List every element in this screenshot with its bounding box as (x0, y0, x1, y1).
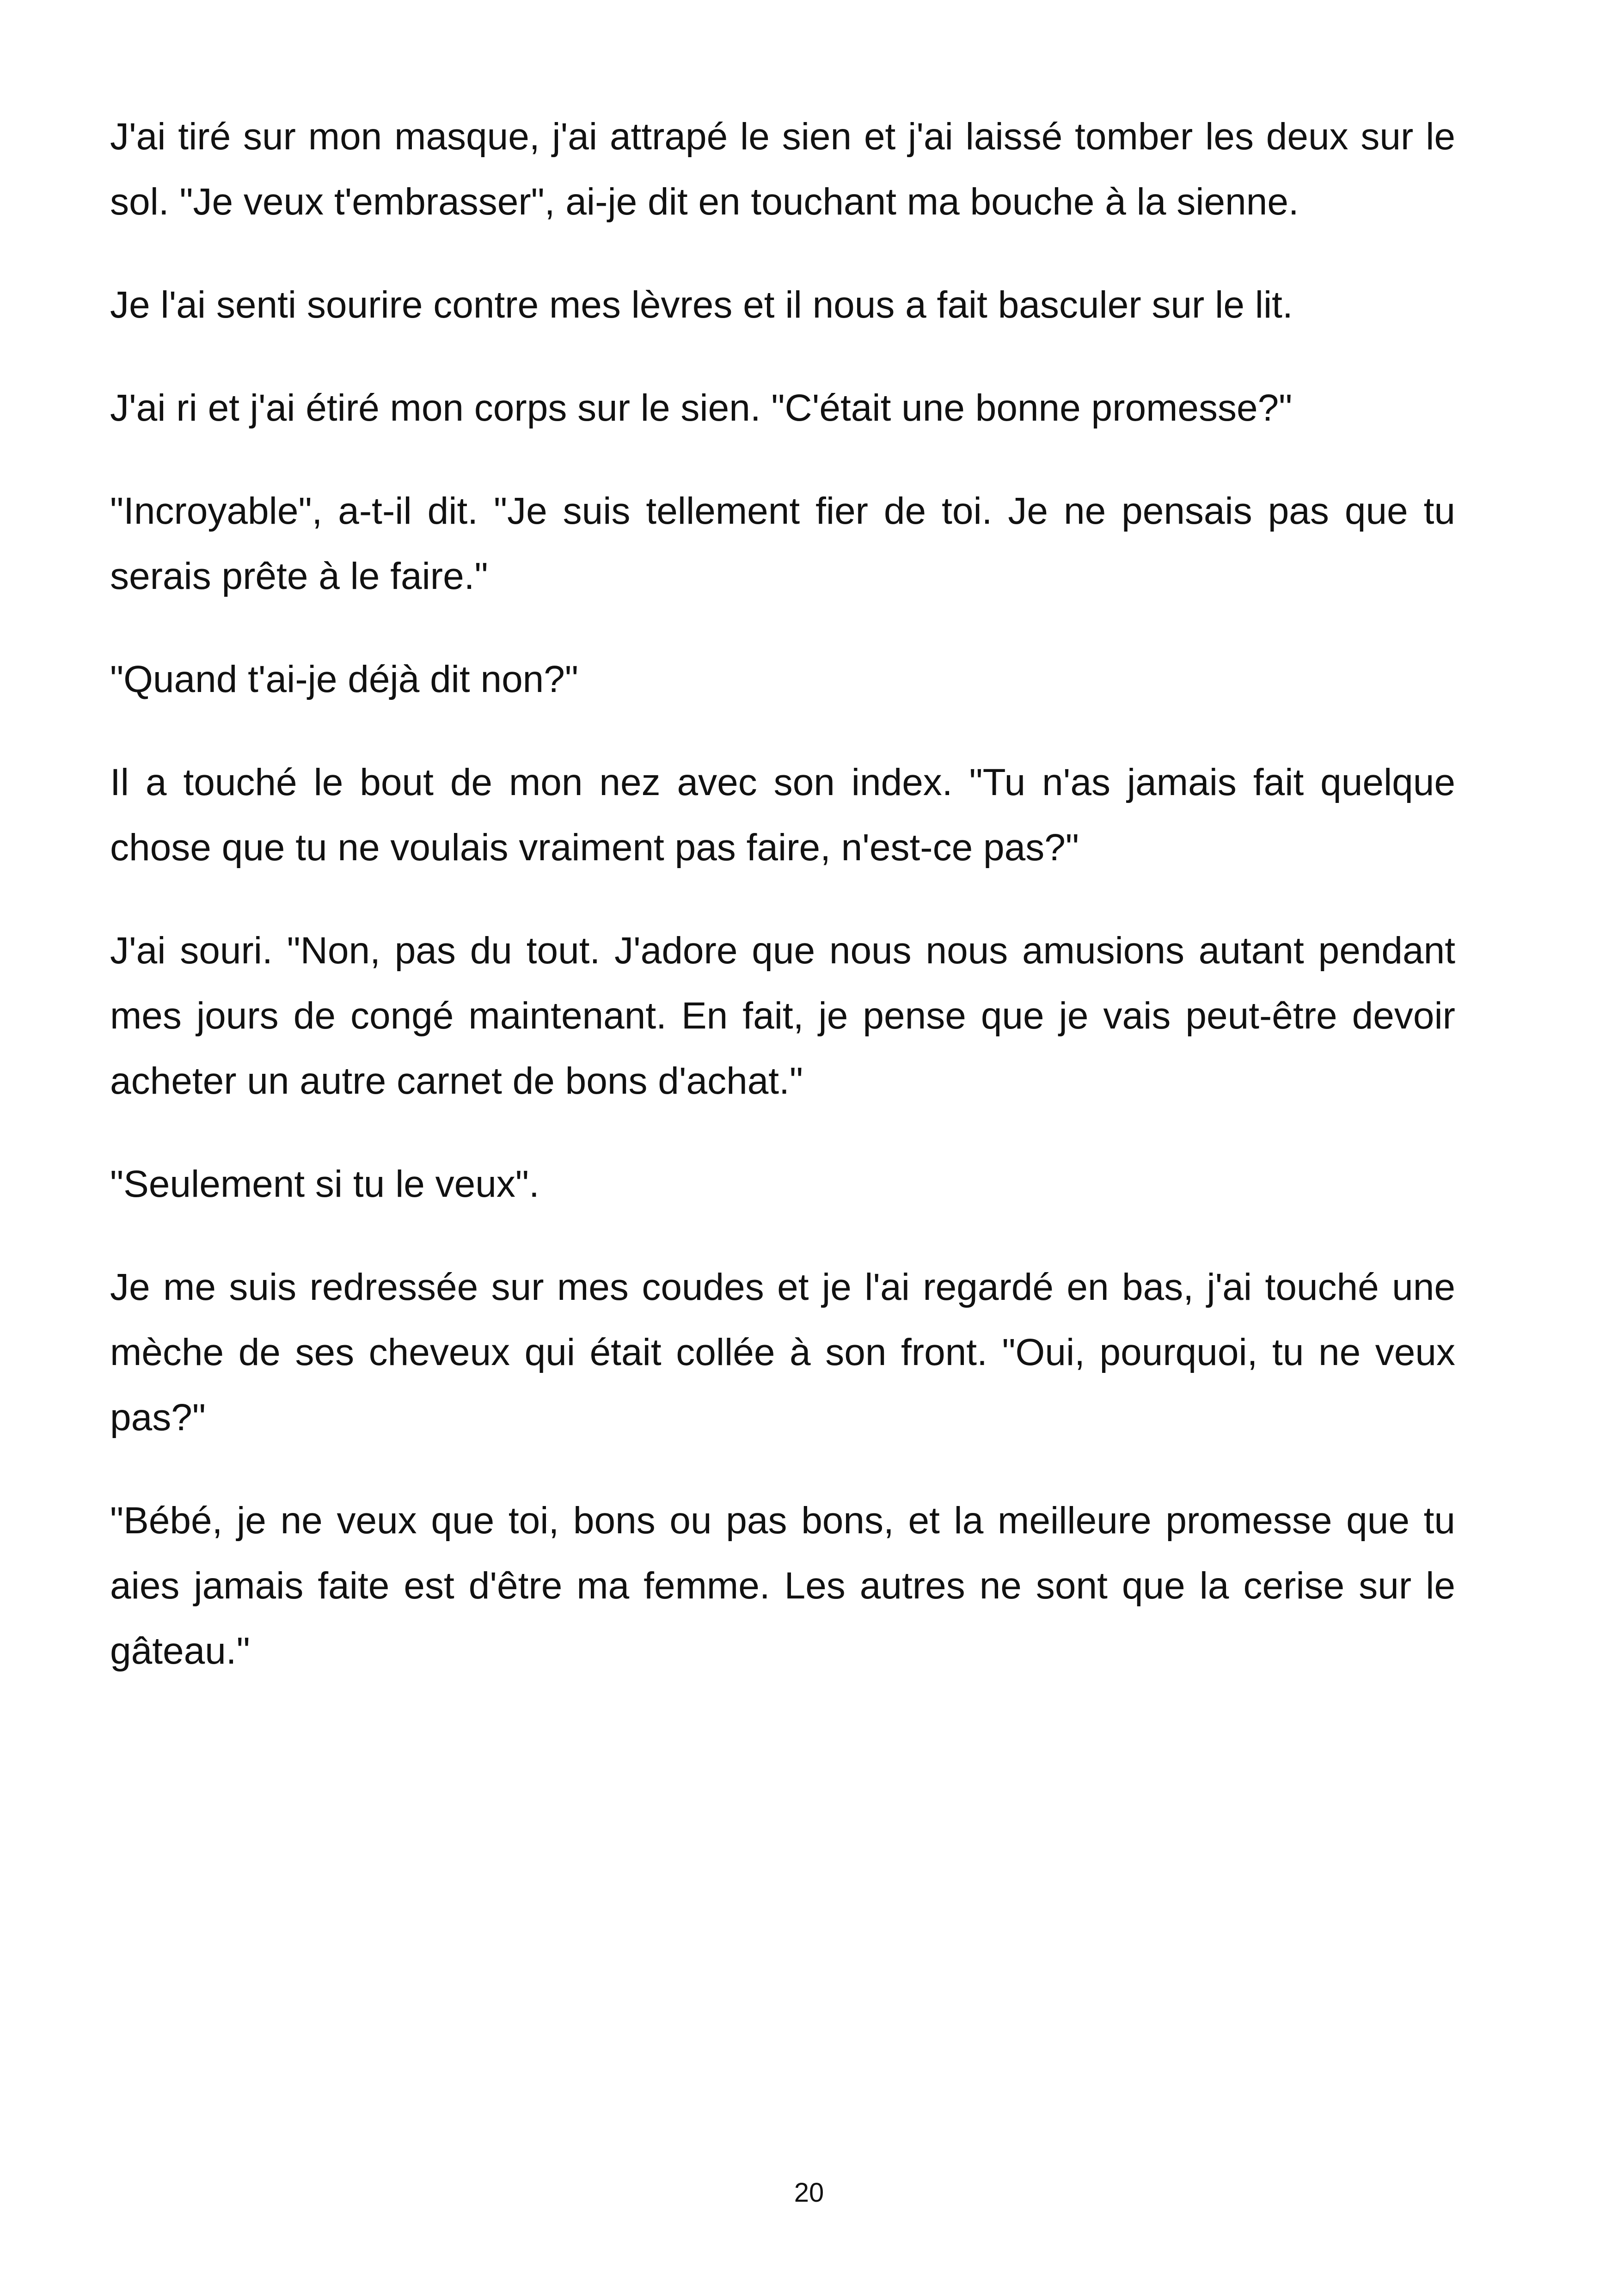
paragraph-1: J'ai tiré sur mon masque, j'ai attrapé le sien et j'ai laissé tomber les deux sur le sol. "Je veux t'embrasser", ai-je dit en touchant ma bouche à la sienne. (110, 116, 1455, 223)
paragraph-3: J'ai ri et j'ai étiré mon corps sur le sien. "C'était une bonne promesse?" (110, 387, 1293, 429)
body-text (110, 104, 1455, 1721)
paragraph-9: Je me suis redressée sur mes coudes et je l'ai regardé en bas, j'ai touché une mèche de ses cheveux qui était collée à son front. "Oui, pourquoi, tu ne veux pas?" (110, 1266, 1455, 1439)
paragraph-10: "Bébé, je ne veux que toi, bons ou pas bons, et la meilleure promesse que tu aies jamais faite est d'être ma femme. Les autres ne sont que la cerise sur le gâteau." (110, 1500, 1455, 1672)
paragraph-8: "Seulement si tu le veux". (110, 1163, 539, 1205)
page-number: 20 (794, 2178, 824, 2208)
paragraph-7: J'ai souri. "Non, pas du tout. J'adore que nous nous amusions autant pendant mes jours de congé maintenant. En fait, je pense que je vais peut-être devoir acheter un autre carnet de bons d'achat." (110, 930, 1455, 1102)
paragraph-6: Il a touché le bout de mon nez avec son index. "Tu n'as jamais fait quelque chose que tu ne voulais vraiment pas faire, n'est-ce pas?" (110, 761, 1455, 869)
paragraph-4: "Incroyable", a-t-il dit. "Je suis tellement fier de toi. Je ne pensais pas que tu serais prête à le faire." (110, 490, 1455, 597)
paragraph-2: Je l'ai senti sourire contre mes lèvres et il nous a fait basculer sur le lit. (110, 284, 1293, 326)
paragraph-5: "Quand t'ai-je déjà dit non?" (110, 658, 578, 700)
